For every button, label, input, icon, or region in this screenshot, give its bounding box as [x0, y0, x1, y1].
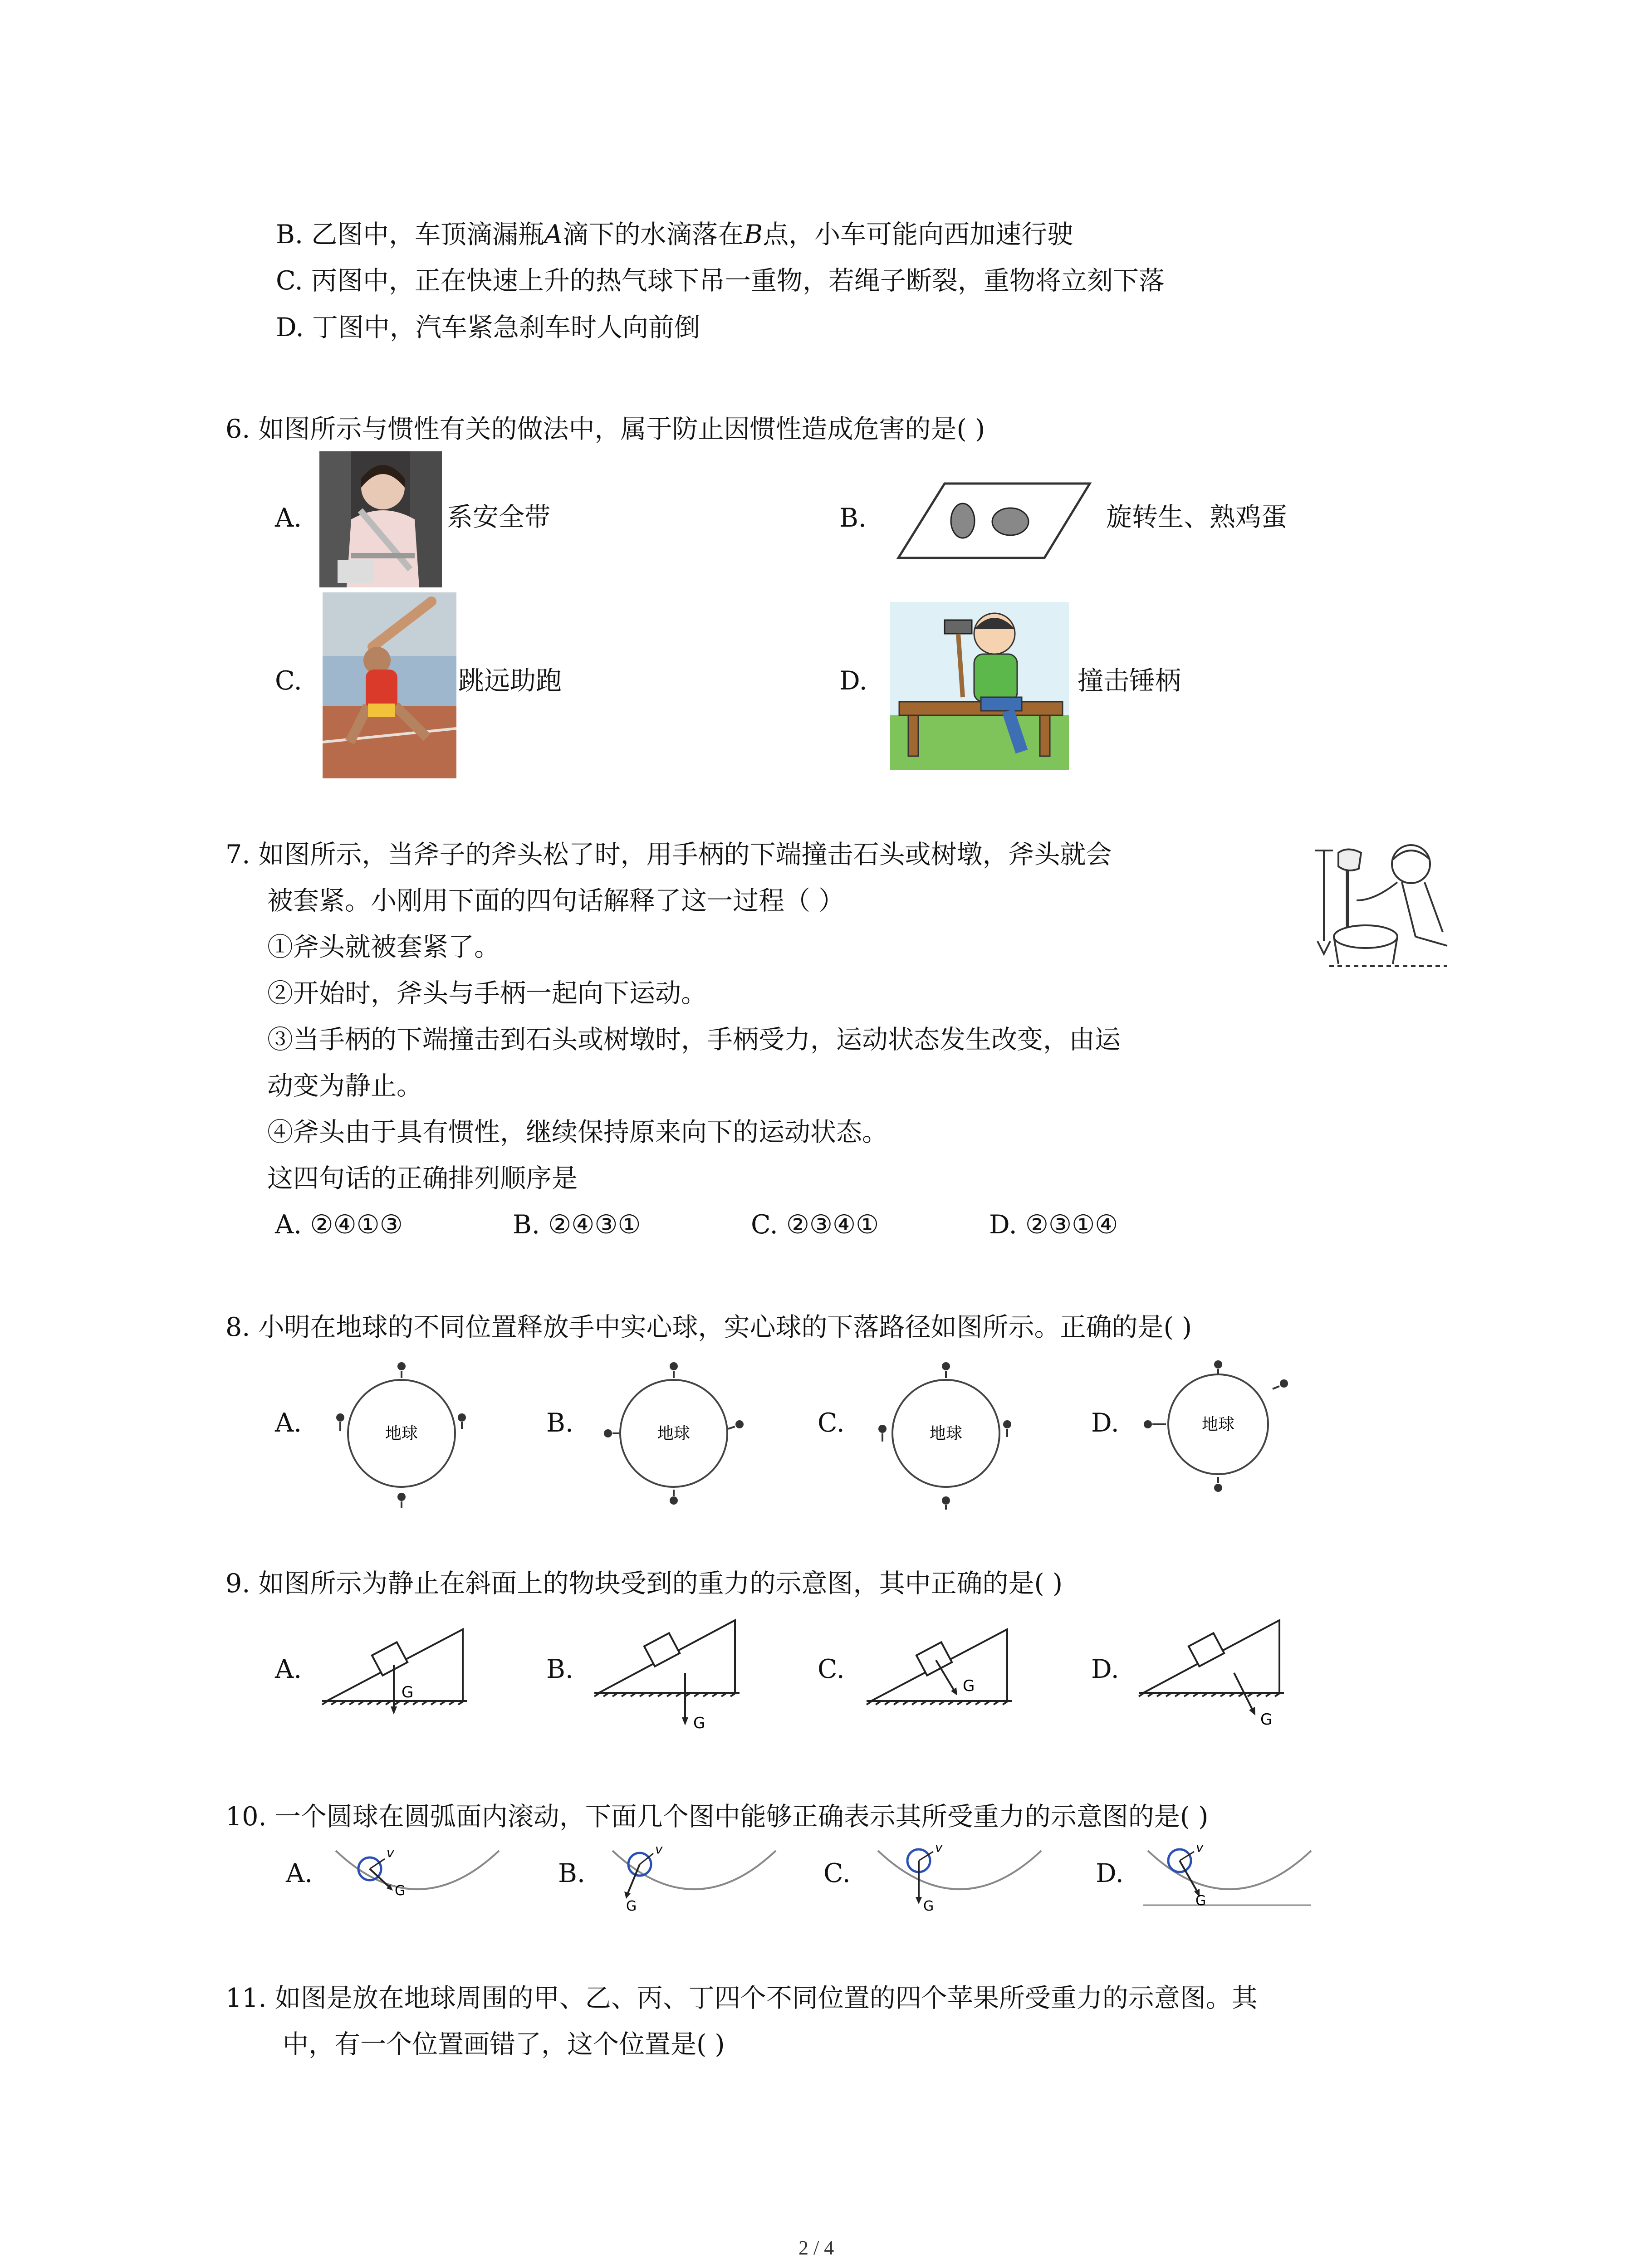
- q6-option-a-letter: A.: [275, 503, 302, 533]
- q7-statement-2: ②开始时，斧头与手柄一起向下运动。: [267, 978, 707, 1008]
- g-label-c: G: [963, 1677, 975, 1695]
- earth-drop-diagram-a: [318, 1356, 485, 1510]
- spinning-eggs-image: [895, 480, 1094, 562]
- page-number: 2 / 4: [798, 2237, 834, 2259]
- q6-option-a-text: 系安全带: [447, 502, 550, 532]
- g-label-10b: G: [626, 1898, 637, 1914]
- q5-option-b-text-2: 滴下的水滴落在: [563, 220, 744, 249]
- q5-option-b-text-3: 点，小车可能向西加速行驶: [763, 220, 1073, 249]
- hammer-handle-image: [890, 602, 1069, 770]
- q8-option-d-letter: D.: [1091, 1408, 1119, 1438]
- earth-label-b: 地球: [657, 1424, 691, 1443]
- earth-label-a: 地球: [385, 1424, 418, 1443]
- q9-option-c-letter: C.: [818, 1654, 845, 1684]
- incline-diagram-c: [862, 1624, 1021, 1724]
- q10-option-a-letter: A.: [286, 1858, 313, 1888]
- earth-drop-diagram-b: [590, 1356, 758, 1510]
- long-jump-image: [323, 592, 456, 778]
- g-label-d: G: [1260, 1711, 1273, 1729]
- g-label-a: G: [402, 1683, 414, 1701]
- q5-option-b: [276, 222, 1073, 248]
- q7-stem-line1: 7. 如图所示，当斧子的斧头松了时，用手柄的下端撞击石头或树墩，斧头就会: [225, 840, 1112, 870]
- earth-label-c: 地球: [929, 1424, 963, 1443]
- seatbelt-child-image: [319, 451, 442, 587]
- arc-ball-diagram-c: [873, 1842, 1046, 1914]
- q6-option-d-letter: D.: [839, 666, 867, 696]
- q11-stem-line2: 中，有一个位置画错了，这个位置是( ): [283, 2029, 725, 2059]
- q7-statement-3a: ③当手柄的下端撞击到石头或树墩时，手柄受力，运动状态发生改变，由运: [267, 1025, 1121, 1055]
- incline-diagram-d: [1134, 1615, 1293, 1733]
- q8-stem: 8. 小明在地球的不同位置释放手中实心球，实心球的下落路径如图所示。正确的是( ): [225, 1312, 1192, 1342]
- q6-option-b-text: 旋转生、熟鸡蛋: [1106, 502, 1287, 532]
- arc-ball-diagram-a: [331, 1842, 504, 1910]
- q7-option-b: B. ②④③①: [513, 1210, 641, 1240]
- q11-stem-line1: 11. 如图是放在地球周围的甲、乙、丙、丁四个不同位置的四个苹果所受重力的示意图。其: [225, 1983, 1258, 2013]
- incline-diagram-a: [318, 1624, 476, 1724]
- q7-statement-4: ④斧头由于具有惯性，继续保持原来向下的运动状态。: [267, 1117, 888, 1147]
- v-label-c: v: [935, 1842, 943, 1855]
- q6-stem: 6. 如图所示与惯性有关的做法中，属于防止因惯性造成危害的是( ): [225, 414, 985, 444]
- q7-option-c: C. ②③④①: [751, 1210, 879, 1240]
- arc-ball-diagram-b: [608, 1842, 780, 1914]
- q6-option-b-letter: B.: [839, 503, 867, 533]
- q5-option-d: D. 丁图中，汽车紧急刹车时人向前倒: [276, 313, 700, 342]
- v-label-b: v: [655, 1842, 663, 1857]
- earth-drop-diagram-d: [1134, 1356, 1302, 1510]
- q7-option-d: D. ②③①④: [989, 1210, 1118, 1240]
- v-label-a: v: [387, 1845, 394, 1860]
- q5-option-b-point-a: A: [544, 220, 563, 249]
- g-label-10c: G: [923, 1898, 934, 1914]
- g-label-b: G: [693, 1714, 705, 1732]
- q9-option-b-letter: B.: [546, 1654, 574, 1684]
- q6-option-d-text: 撞击锤柄: [1078, 666, 1181, 696]
- q5-option-b-point-b: B: [744, 220, 763, 249]
- g-label-10a: G: [395, 1883, 406, 1899]
- q7-order-prompt: 这四句话的正确排列顺序是: [267, 1163, 578, 1193]
- earth-drop-diagram-c: [862, 1356, 1030, 1510]
- q10-option-b-letter: B.: [558, 1858, 586, 1888]
- q10-option-c-letter: C.: [823, 1858, 851, 1888]
- earth-label-d: 地球: [1201, 1415, 1235, 1434]
- q8-option-a-letter: A.: [275, 1408, 302, 1438]
- g-label-10d: G: [1195, 1893, 1206, 1909]
- q8-option-b-letter: B.: [546, 1408, 574, 1438]
- q9-option-a-letter: A.: [275, 1654, 302, 1684]
- q5-option-b-text-1: B. 乙图中，车顶滴漏瓶: [276, 220, 544, 249]
- arc-ball-diagram-d: [1143, 1842, 1316, 1914]
- q6-option-c-letter: C.: [275, 666, 302, 696]
- q7-statement-3b: 动变为静止。: [267, 1071, 422, 1101]
- q7-option-a: A. ②④①③: [275, 1210, 403, 1240]
- q6-option-c-text: 跳远助跑: [458, 666, 562, 696]
- axe-stump-image: [1311, 832, 1452, 973]
- q8-option-c-letter: C.: [818, 1408, 845, 1438]
- q7-stem-line2: 被套紧。小刚用下面的四句话解释了这一过程（ ）: [267, 886, 845, 916]
- q9-stem: 9. 如图所示为静止在斜面上的物块受到的重力的示意图，其中正确的是( ): [225, 1569, 1063, 1598]
- q7-statement-1: ①斧头就被套紧了。: [267, 932, 500, 962]
- v-label-d: v: [1196, 1842, 1204, 1855]
- incline-diagram-b: [590, 1615, 749, 1733]
- q10-option-d-letter: D.: [1096, 1858, 1124, 1888]
- q10-stem: 10. 一个圆球在圆弧面内滚动，下面几个图中能够正确表示其所受重力的示意图的是( ): [225, 1802, 1209, 1832]
- q9-option-d-letter: D.: [1091, 1654, 1119, 1684]
- q5-option-c: C. 丙图中，正在快速上升的热气球下吊一重物，若绳子断裂，重物将立刻下落: [276, 266, 1165, 296]
